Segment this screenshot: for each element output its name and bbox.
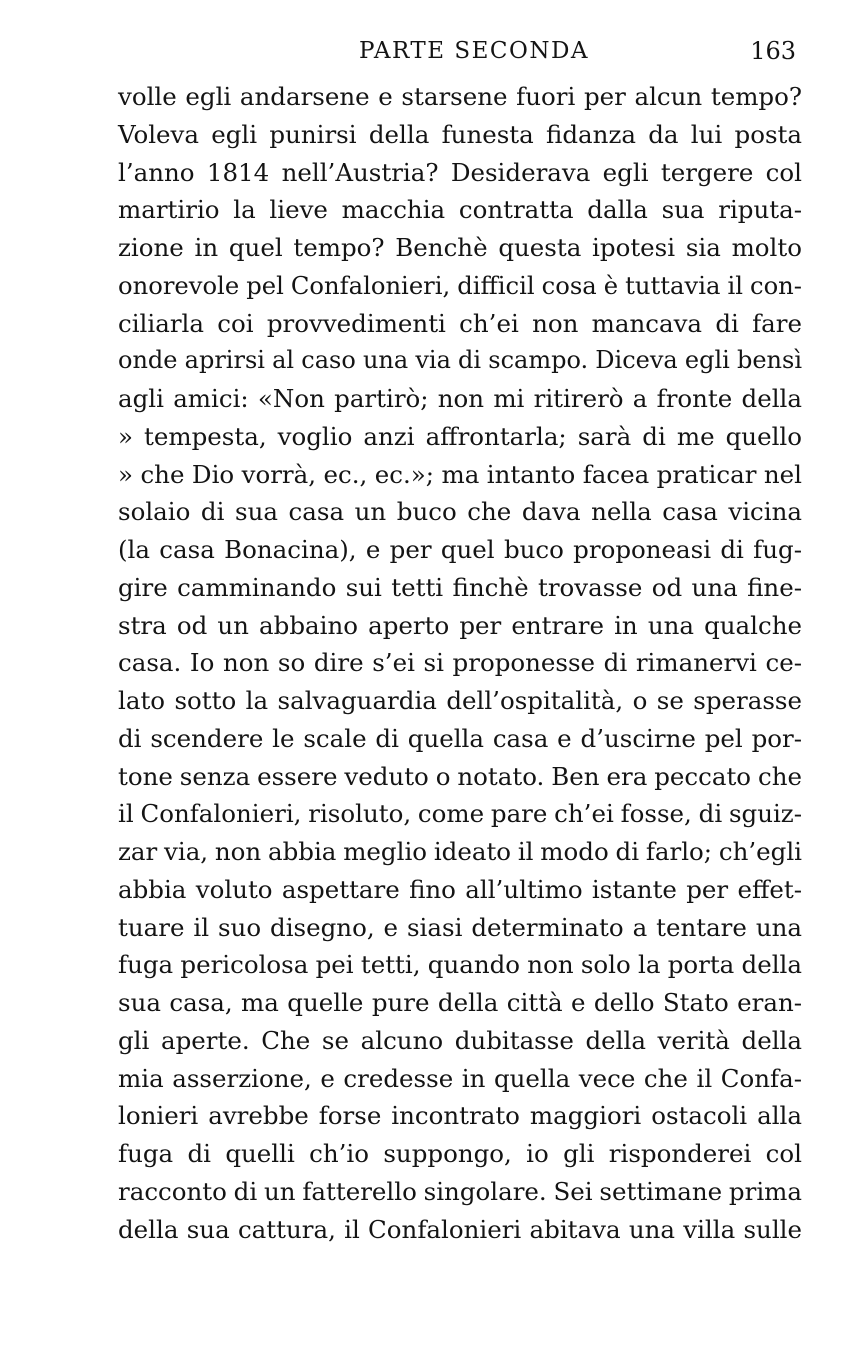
text-line: agli amici: «Non partirò; non mi ritirerò a fronte della [118, 384, 802, 413]
text-line: gli aperte. Che se alcuno dubitasse della verità della [118, 1025, 802, 1055]
text-line: stra od un abbaino aperto per entrare in una qualche [118, 610, 802, 640]
text-line: tuare il suo disegno, e siasi determinato a tentare una [118, 912, 802, 942]
text-line: martirio la lieve macchia contratta dalla sua riputa- [118, 195, 802, 225]
text-line: Voleva egli punirsi della funesta fidanza da lui posta [118, 119, 802, 149]
text-line: zione in quel tempo? Benchè questa ipotesi sia molto [118, 233, 802, 262]
body-text [118, 78, 802, 1248]
text-line: onde aprirsi al caso una via di scampo. Diceva egli bensì [118, 346, 802, 375]
text-line: l’anno 1814 nell’Austria? Desiderava egli tergere col [118, 157, 802, 187]
text-line: casa. Io non so dire s’ei si proponesse di rimanervi ce- [118, 648, 802, 678]
text-line: lonieri avrebbe forse incontrato maggiori ostacoli alla [118, 1101, 802, 1131]
running-title: PARTE SECONDA [358, 38, 589, 64]
page-header [118, 33, 800, 69]
text-line: della sua cattura, il Confalonieri abitava una villa sulle [118, 1214, 802, 1244]
text-line: zar via, non abbia meglio ideato il modo di farlo; ch’egli [118, 837, 802, 866]
text-line: tone senza essere veduto o notato. Ben era peccato che [118, 761, 802, 791]
text-line: fuga di quelli ch’io suppongo, io gli risponderei col [118, 1139, 802, 1168]
text-line: lato sotto la salvaguardia dell’ospitalità, o se sperasse [118, 686, 802, 715]
text-line: abbia voluto aspettare fino all’ultimo istante per effet- [118, 874, 802, 904]
text-line: gire camminando sui tetti finchè trovasse od una fine- [118, 572, 802, 602]
text-line: fuga pericolosa pei tetti, quando non solo la porta della [118, 950, 802, 980]
text-line: (la casa Bonacina), e per quel buco proponeasi di fug- [118, 535, 802, 564]
text-line: sua casa, ma quelle pure della città e dello Stato eran- [118, 988, 802, 1017]
text-line: di scendere le scale di quella casa e d’uscirne pel por- [118, 723, 802, 753]
page-number: 163 [750, 37, 796, 65]
text-line: solaio di sua casa un buco che dava nella casa vicina [118, 497, 802, 527]
text-line: volle egli andarsene e starsene fuori per alcun tempo? [118, 82, 802, 111]
text-line: mia asserzione, e credesse in quella vece che il Confa- [118, 1063, 802, 1093]
text-line: ciliarla coi provvedimenti ch’ei non mancava di fare [118, 308, 802, 338]
text-line: » che Dio vorrà, ec., ec.»; ma intanto facea praticar nel [118, 459, 802, 489]
text-line: il Confalonieri, risoluto, come pare ch’ei fosse, di sguiz- [118, 799, 802, 829]
text-line: » tempesta, voglio anzi affrontarla; sarà di me quello [118, 421, 802, 451]
text-line: onorevole pel Confalonieri, difficil cosa è tuttavia il con- [118, 270, 802, 300]
text-line: racconto di un fatterello singolare. Sei settimane prima [118, 1176, 802, 1206]
